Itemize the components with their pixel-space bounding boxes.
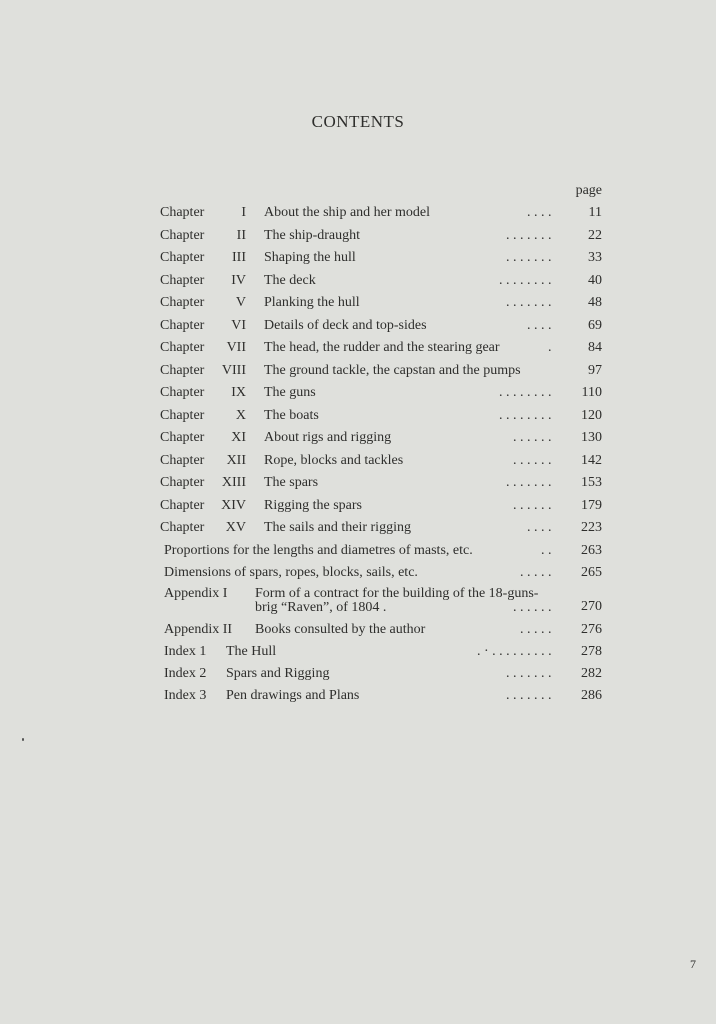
chapter-title: Shaping the hull [264,250,356,265]
chapter-title: The ship-draught [264,228,361,243]
index-title: The Hull [226,644,277,659]
index-label: Index 2 [164,666,207,681]
leader-dots: . . . . . . . [506,475,552,490]
appendix-page-number: 270 [581,599,602,614]
chapter-number: XIII [221,475,246,490]
leader-dots: . . . . . [520,622,552,637]
toc-chapter-row [0,361,716,381]
toc-appendix-row [0,584,716,620]
leader-dots: . . . . . [520,565,552,580]
index-page-number: 278 [581,644,602,659]
chapter-page-number: 84 [588,340,602,355]
toc-extra-row [0,541,716,561]
chapter-page-number: 110 [581,385,602,400]
extra-title: Dimensions of spars, ropes, blocks, sails, etc. [164,565,418,580]
leader-dots: . . . . . . . . [499,273,552,288]
appendix-title: Books consulted by the author [255,622,426,637]
chapter-word: Chapter [160,363,205,378]
toc-chapter-row [0,473,716,493]
chapter-number: VII [226,340,246,355]
chapter-title: The deck [264,273,316,288]
chapter-page-number: 153 [581,475,602,490]
leader-dots: . . [541,543,552,558]
appendix-title-line1: Form of a contract for the building of the 18-guns- [255,586,539,601]
chapter-number: VIII [221,363,246,378]
chapter-word: Chapter [160,295,205,310]
leader-dots: . . . . . . . . [499,385,552,400]
chapter-page-number: 33 [588,250,602,265]
index-label: Index 3 [164,688,207,703]
chapter-title: About rigs and rigging [264,430,392,445]
chapter-title: About the ship and her model [264,205,431,220]
chapter-title: The head, the rudder and the stearing gear [264,340,500,355]
chapter-title: Rope, blocks and tackles [264,453,404,468]
toc-extra-row [0,563,716,583]
toc-chapter-row [0,383,716,403]
page-column-header: page [575,183,602,198]
leader-dots: . . . . [527,205,552,220]
toc-index-row [0,664,716,684]
index-label: Index 1 [164,644,207,659]
chapter-page-number: 40 [588,273,602,288]
appendix-page-number: 276 [581,622,602,637]
paper-speck [22,738,24,741]
chapter-title: The boats [264,408,319,423]
toc-chapter-row [0,338,716,358]
leader-dots: . . . . . . . [506,666,552,681]
leader-dots: . . . . . . . [506,250,552,265]
chapter-word: Chapter [160,498,205,513]
chapter-title: The spars [264,475,319,490]
chapter-title: Rigging the spars [264,498,362,513]
appendix-label: Appendix I [164,586,228,601]
index-title: Pen drawings and Plans [226,688,360,703]
leader-dots: . · . . . . . . . . . [477,644,552,659]
chapter-page-number: 223 [581,520,602,535]
extra-title: Proportions for the lengths and diametres of masts, etc. [164,543,473,558]
chapter-word: Chapter [160,273,205,288]
chapter-number: II [236,228,246,243]
extra-page-number: 265 [581,565,602,580]
toc-chapter-row [0,293,716,313]
leader-dots: . [548,340,552,355]
toc-chapter-row [0,271,716,291]
leader-dots: . . . . . . [513,498,552,513]
chapter-page-number: 120 [581,408,602,423]
chapter-word: Chapter [160,453,205,468]
chapter-word: Chapter [160,318,205,333]
chapter-title: The sails and their rigging [264,520,411,535]
page-number: 7 [690,957,696,971]
chapter-page-number: 11 [588,205,602,220]
chapter-title: Details of deck and top-sides [264,318,427,333]
leader-dots: . . . . . . [513,430,552,445]
toc-chapter-row [0,316,716,336]
appendix-title-line2: brig “Raven”, of 1804 . [255,600,387,615]
chapter-number: V [235,295,246,310]
index-page-number: 286 [581,688,602,703]
appendix-label: Appendix II [164,622,233,637]
chapter-page-number: 22 [588,228,602,243]
chapter-title: The ground tackle, the capstan and the pumps [264,363,521,378]
chapter-number: VI [231,318,246,333]
chapter-number: XV [225,520,246,535]
chapter-number: I [241,205,246,220]
chapter-page-number: 142 [581,453,602,468]
chapter-word: Chapter [160,430,205,445]
chapter-page-number: 48 [588,295,602,310]
chapter-number: IX [231,385,246,400]
toc-chapter-row [0,428,716,448]
toc-chapter-row [0,496,716,516]
chapter-number: X [235,408,246,423]
leader-dots: . . . . . . [513,453,552,468]
toc-chapter-row [0,518,716,538]
chapter-word: Chapter [160,408,205,423]
toc-index-row [0,642,716,662]
toc-chapter-row [0,406,716,426]
chapter-number: XII [226,453,246,468]
toc-chapter-row [0,203,716,223]
chapter-number: XIV [221,498,246,513]
chapter-page-number: 69 [588,318,602,333]
leader-dots: . . . . [527,520,552,535]
chapter-word: Chapter [160,385,205,400]
chapter-title: The guns [264,385,316,400]
chapter-word: Chapter [160,250,205,265]
toc-chapter-row [0,451,716,471]
toc-chapter-row [0,226,716,246]
toc-appendix-row [0,620,716,640]
chapter-page-number: 130 [581,430,602,445]
chapter-number: IV [231,273,246,288]
chapter-title: Planking the hull [264,295,360,310]
chapter-word: Chapter [160,205,205,220]
toc-index-row [0,686,716,706]
chapter-page-number: 179 [581,498,602,513]
leader-dots: . . . . . . [513,600,552,615]
chapter-number: III [232,250,246,265]
leader-dots: . . . . [527,318,552,333]
page-title: CONTENTS [311,112,405,131]
leader-dots: . . . . . . . [506,688,552,703]
leader-dots: . . . . . . . [506,228,552,243]
leader-dots: . . . . . . . . [499,408,552,423]
toc-chapter-row [0,248,716,268]
chapter-word: Chapter [160,228,205,243]
chapter-word: Chapter [160,475,205,490]
extra-page-number: 263 [581,543,602,558]
chapter-page-number: 97 [588,363,602,378]
leader-dots: . . . . . . . [506,295,552,310]
index-title: Spars and Rigging [226,666,330,681]
chapter-word: Chapter [160,520,205,535]
chapter-number: XI [231,430,246,445]
chapter-word: Chapter [160,340,205,355]
index-page-number: 282 [581,666,602,681]
